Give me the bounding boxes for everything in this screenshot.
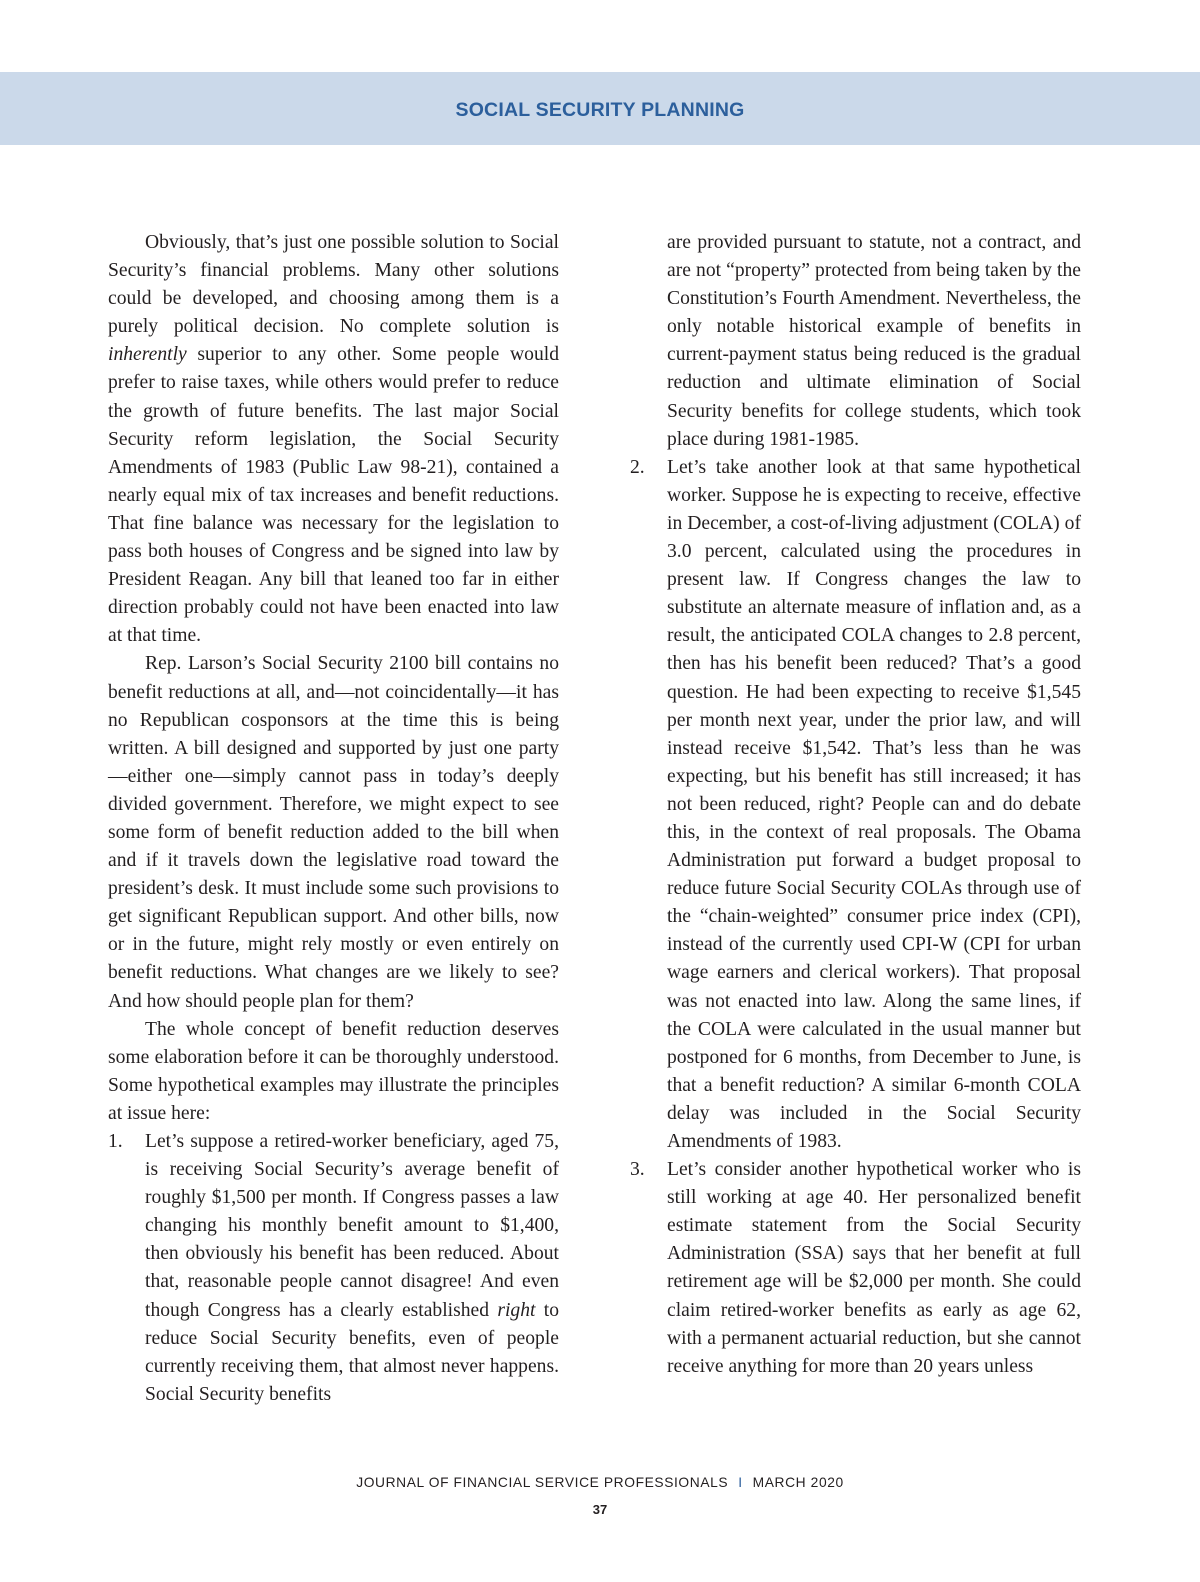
- section-title: SOCIAL SECURITY PLANNING: [455, 99, 745, 121]
- body-paragraph: [108, 229, 559, 650]
- list-item-text: to reduce Social Security benefits, even of people currently receiving them, that almost never happens. Social Security benefits: [145, 1299, 559, 1405]
- list-item-text: Let’s take another look at that same hypothetical worker. Suppose he is expecting to receive, effective in December, a cost-of-living adjustment (COLA) of 3.0 percent, calculated using the procedures in present law. If Congress changes the law to substitute an alternate measure of inflation and, as a result, the anticipated COLA changes to 2.8 percent, then has his benefit been reduced? That’s a good question. He had been expecting to receive $1,545 per month next year, under the prior law, and will instead receive $1,542. That’s less than he was expecting, but his benefit has still increased; it has not been reduced, right? People can and do debate this, in the context of real proposals. The Obama Administration put forward a budget proposal to reduce future Social Security COLAs through use of the “chain-weighted” consumer price index (CPI), instead of the currently used CPI-W (CPI for urban wage earners and clerical workers). That proposal was not enacted into law. Along the same lines, if the COLA were calculated in the usual manner but postponed for 6 months, from December to June, is that a benefit reduction? A similar 6-month COLA delay was included in the Social Security Amendments of 1983.: [667, 456, 1081, 1152]
- list-number: 1.: [108, 1131, 123, 1152]
- issue-date: MARCH 2020: [752, 1475, 844, 1490]
- list-item-text: are provided pursuant to statute, not a contract, and are not “property” protected from being taken by the Constitution’s Fourth Amendment. Nevertheless, the only notable historical example of benefits in current-payment status being reduced is the gradual reduction and ultimate elimination of Social Security benefits for college students, which took place during 1981-1985.: [667, 232, 1081, 450]
- list-item: [630, 454, 1081, 1156]
- section-header-banner: [0, 72, 1200, 145]
- paragraph-text: superior to any other. Some people would prefer to raise taxes, while others would prefer to reduce the growth of future benefits. The last major Social Security reform legislation, the Social Security Amendments of 1983 (Public Law 98-21), contained a nearly equal mix of tax increases and benefit reductions. That fine balance was necessary for the legislation to pass both houses of Congress and be signed into law by President Reagan. Any bill that leaned too far in either direction probably could not have been enacted into law at that time.: [108, 344, 559, 647]
- list-number: 2.: [630, 456, 645, 478]
- left-text-column: [108, 229, 559, 1409]
- body-paragraph: Rep. Larson’s Social Security 2100 bill contains no benefit reductions at all, and—not coincidentally—it has no Republican cosponsors at the time this is being written. A bill designed and supported by just one party—either one—simply cannot pass in today’s deeply divided government. Therefore, we might expect to see some form of benefit reduction added to the bill when and if it travels down the legislative road toward the president’s desk. It must include some such provisions to get significant Republican support. And other bills, now or in the future, might rely mostly or even entirely on benefit reductions. What changes are we likely to see? And how should people plan for them?: [108, 653, 559, 1012]
- right-text-column: [630, 229, 1081, 1381]
- page-number: 37: [592, 1502, 608, 1517]
- list-number: 3.: [630, 1159, 645, 1181]
- list-item-continuation: [630, 229, 1081, 454]
- footer-separator: I: [738, 1475, 743, 1490]
- body-paragraph: The whole concept of benefit reduction deserves some elaboration before it can be thoroughly understood. Some hypothetical examples may illustrate the principles at issue here:: [108, 1018, 559, 1124]
- list-item: [630, 1156, 1081, 1381]
- list-item: [108, 1128, 559, 1409]
- footer-journal-line: [0, 1475, 1200, 1490]
- paragraph-text: Obviously, that’s just one possible solution to Social Security’s financial problems. Many other solutions could be developed, and choosing among them is a purely political decision. No complete solution is: [108, 232, 559, 338]
- emphasis-text: inherently: [108, 344, 187, 366]
- emphasis-text: right: [497, 1299, 536, 1321]
- list-item-text: Let’s suppose a retired-worker beneficiary, aged 75, is receiving Social Security’s average benefit of roughly $1,500 per month. If Congress passes a law changing his monthly benefit amount to $1,400, then obviously his benefit has been reduced. About that, reasonable people cannot disagree! And even though Congress has a clearly established: [145, 1131, 559, 1321]
- journal-name: JOURNAL OF FINANCIAL SERVICE PROFESSIONALS: [356, 1475, 729, 1490]
- list-item-text: Let’s consider another hypothetical worker who is still working at age 40. Her personalized benefit estimate statement from the Social Security Administration (SSA) says that her benefit at full retirement age will be $2,000 per month. She could claim retired-worker benefits as early as age 62, with a permanent actuarial reduction, but she cannot receive anything for more than 20 years unless: [667, 1159, 1081, 1377]
